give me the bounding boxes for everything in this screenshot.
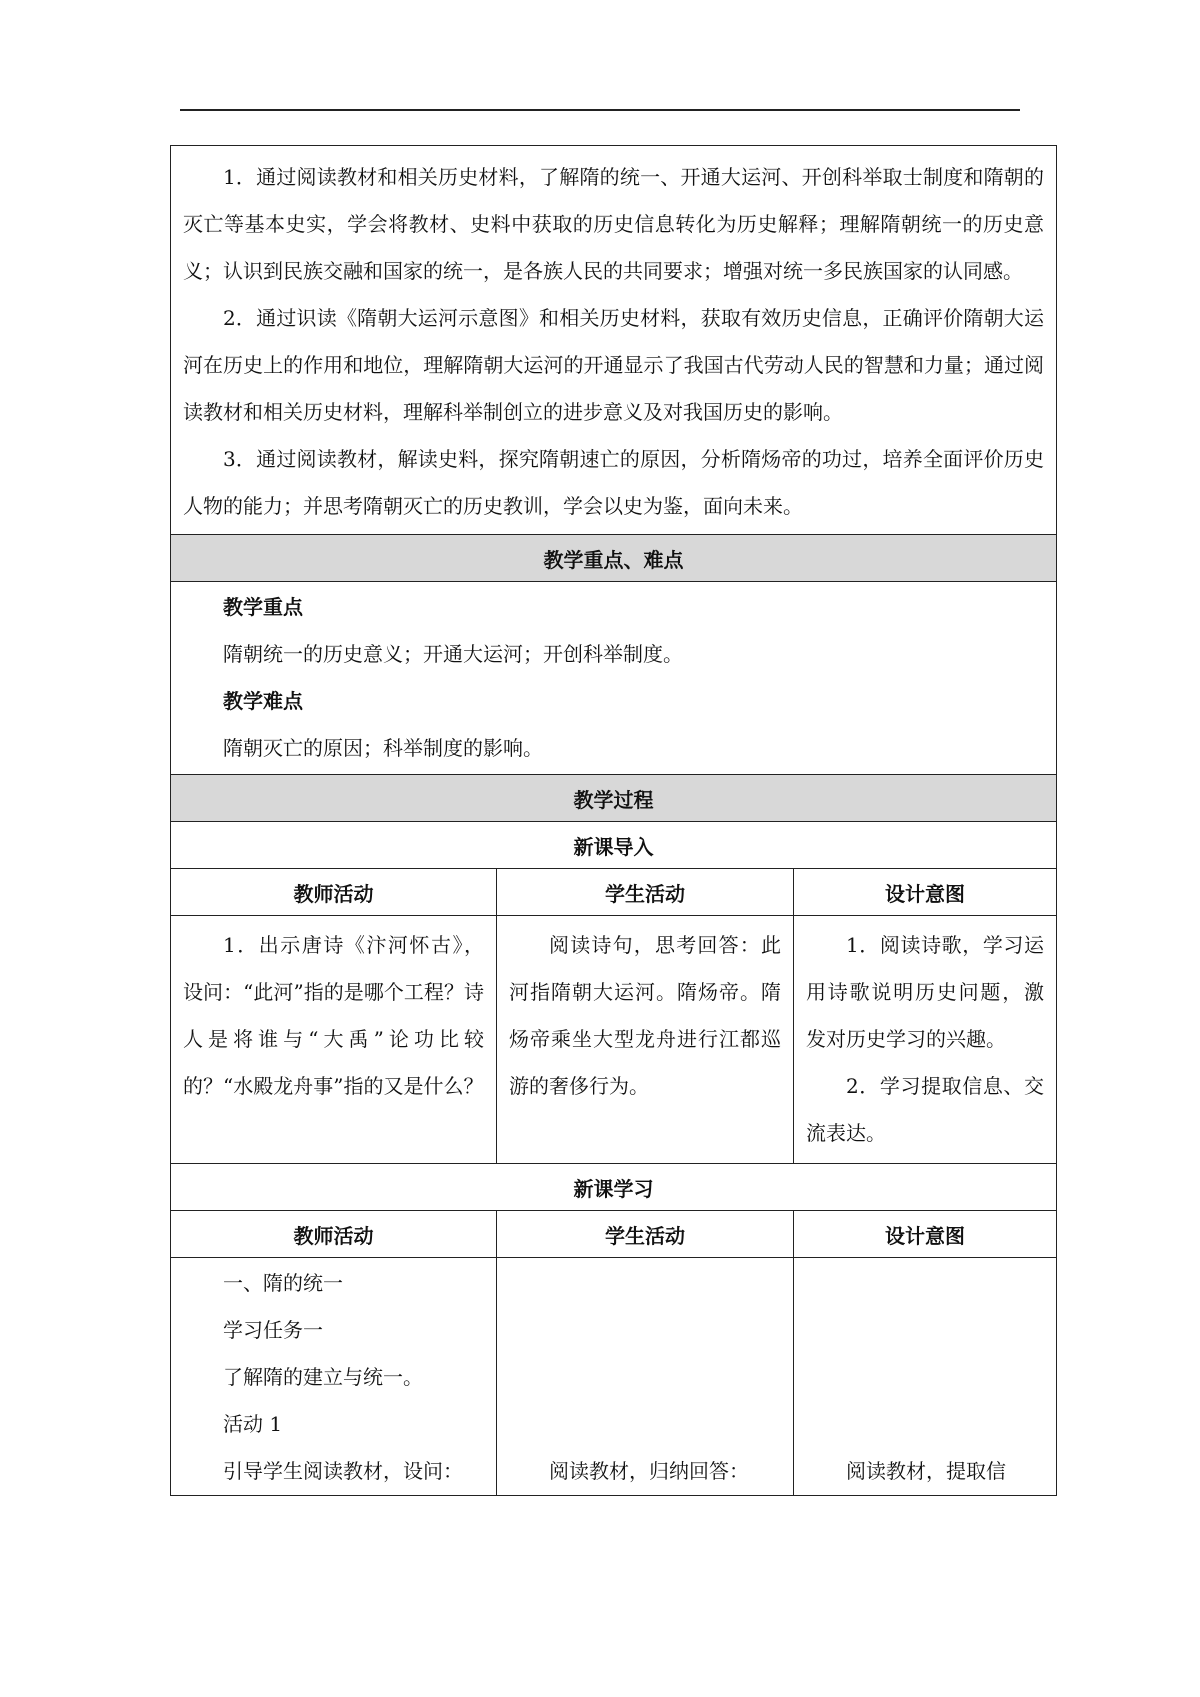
lesson-plan-table: [170, 145, 1057, 1496]
focus-cell: [171, 582, 1057, 775]
objective-1: 1．通过阅读教材和相关历史材料，了解隋的统一、开通大运河、开创科举取士制度和隋朝的灭亡等基本史实，学会将教材、史料中获取的历史信息转化为历史解释；理解隋朝统一的历史意义；认识到民族交融和国家的统一，是各族人民的共同要求；增强对统一多民族国家的认同感。: [183, 165, 1044, 283]
difficult-points-label: 教学难点: [223, 689, 303, 713]
objectives-row: [171, 146, 1057, 535]
intro-col-student: 学生活动: [497, 869, 794, 916]
learn-teacher-line: 引导学生阅读教材，设问：: [223, 1459, 463, 1483]
intro-content-row: [171, 916, 1057, 1164]
learn-teacher-line: 了解隋的建立与统一。: [223, 1365, 423, 1389]
intro-teacher-text: 1．出示唐诗《汴河怀古》，设问：“此河”指的是哪个工程？诗人是将谁与“大禹”论功比较的？“水殿龙舟事”指的又是什么？: [183, 933, 484, 1098]
intro-heading: 新课导入: [171, 822, 1057, 869]
focus-row: [171, 582, 1057, 775]
intro-heading-row: [171, 822, 1057, 869]
intro-design-2: 2．学习提取信息、交流表达。: [806, 1074, 1044, 1145]
learn-heading: 新课学习: [171, 1164, 1057, 1211]
key-points-label: 教学重点: [223, 595, 303, 619]
key-points-text: 隋朝统一的历史意义；开通大运河；开创科举制度。: [223, 642, 683, 666]
learn-heading-row: [171, 1164, 1057, 1211]
objective-3: 3．通过阅读教材，解读史料，探究隋朝速亡的原因，分析隋炀帝的功过，培养全面评价历史人物的能力；并思考隋朝灭亡的历史教训，学会以史为鉴，面向未来。: [183, 447, 1044, 518]
learn-teacher-line: 学习任务一: [223, 1318, 323, 1342]
learn-col-teacher: 教师活动: [171, 1211, 497, 1258]
learn-teacher-cell: [171, 1258, 497, 1496]
learn-teacher-line: 活动 1: [223, 1412, 283, 1436]
learn-design-spacer: [806, 1260, 1044, 1448]
difficult-points-text: 隋朝灭亡的原因；科举制度的影响。: [223, 736, 543, 760]
learn-student-line: 阅读教材，归纳回答：: [549, 1459, 749, 1483]
learn-col-student: 学生活动: [497, 1211, 794, 1258]
process-heading-row: [171, 775, 1057, 822]
focus-heading-row: [171, 535, 1057, 582]
intro-col-teacher: 教师活动: [171, 869, 497, 916]
learn-content-row: [171, 1258, 1057, 1496]
intro-student-text: 阅读诗句，思考回答：此河指隋朝大运河。隋炀帝。隋炀帝乘坐大型龙舟进行江都巡游的奢侈行为。: [509, 933, 781, 1098]
learn-teacher-line: 一、隋的统一: [223, 1271, 343, 1295]
objectives-cell: [171, 146, 1057, 535]
focus-heading: 教学重点、难点: [171, 535, 1057, 582]
intro-student-cell: [497, 916, 794, 1164]
header-rule: [180, 109, 1020, 111]
learn-design-line: 阅读教材，提取信: [846, 1459, 1006, 1483]
learn-student-spacer: [509, 1260, 781, 1448]
learn-col-design: 设计意图: [794, 1211, 1057, 1258]
learn-columns-row: [171, 1211, 1057, 1258]
process-heading: 教学过程: [171, 775, 1057, 822]
intro-design-cell: [794, 916, 1057, 1164]
intro-columns-row: [171, 869, 1057, 916]
objective-2: 2．通过识读《隋朝大运河示意图》和相关历史材料，获取有效历史信息，正确评价隋朝大运河在历史上的作用和地位，理解隋朝大运河的开通显示了我国古代劳动人民的智慧和力量；通过阅读教材和相关历史材料，理解科举制创立的进步意义及对我国历史的影响。: [183, 306, 1044, 424]
intro-col-design: 设计意图: [794, 869, 1057, 916]
learn-design-cell: [794, 1258, 1057, 1496]
intro-design-1: 1．阅读诗歌，学习运用诗歌说明历史问题，激发对历史学习的兴趣。: [806, 933, 1044, 1051]
intro-teacher-cell: [171, 916, 497, 1164]
learn-student-cell: [497, 1258, 794, 1496]
